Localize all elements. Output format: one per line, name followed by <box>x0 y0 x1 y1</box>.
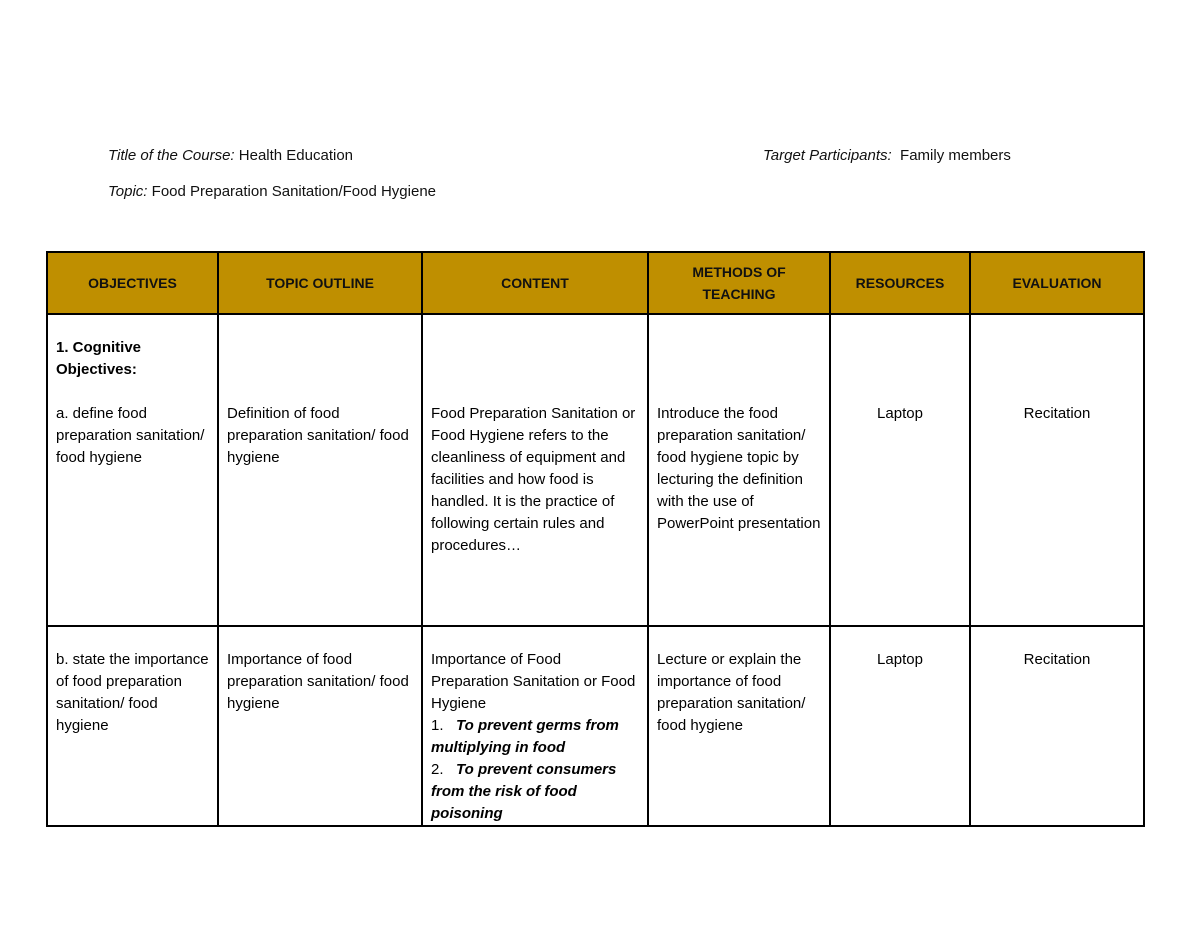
content-cell <box>422 314 648 626</box>
table-header-row <box>47 252 1144 314</box>
target-participants-value: Family members <box>900 147 1011 164</box>
method-cell <box>648 626 830 826</box>
lesson-plan-table <box>46 251 1145 827</box>
column-header-content: CONTENT <box>422 252 648 314</box>
topic-outline-text: Importance of food preparation sanitation/ food hygiene <box>227 651 409 712</box>
resources-cell <box>830 626 970 826</box>
topic-outline-cell <box>218 314 422 626</box>
column-header-resources: RESOURCES <box>830 252 970 314</box>
objective-cell <box>47 314 218 626</box>
table-row <box>47 626 1144 826</box>
course-title-label: Title of the Course: <box>108 147 235 164</box>
column-header-methods-text: METHODS OF TEACHING <box>692 264 786 302</box>
column-header-topic-outline: TOPIC OUTLINE <box>218 252 422 314</box>
topic-value: Food Preparation Sanitation/Food Hygiene <box>151 183 437 200</box>
content-list-text: To prevent germs from multiplying in food <box>431 717 619 756</box>
section-heading: 1. Cognitive Objectives: <box>56 339 142 378</box>
content-text: Importance of Food Preparation Sanitation or Food Hygiene <box>431 651 636 712</box>
evaluation-text: Recitation <box>1023 651 1091 668</box>
topic-outline-cell <box>218 626 422 826</box>
content-cell <box>422 626 648 826</box>
content-list-number: 1. <box>431 717 444 734</box>
topic-outline-text: Definition of food preparation sanitation/ food hygiene <box>227 405 409 466</box>
course-title-value: Health Education <box>238 147 354 164</box>
evaluation-cell <box>970 626 1144 826</box>
resources-text: Laptop <box>877 651 923 668</box>
resources-cell <box>830 314 970 626</box>
objective-text: a. define food preparation sanitation/ food hygiene <box>56 405 205 466</box>
evaluation-text: Recitation <box>1023 405 1091 422</box>
column-header-objectives: OBJECTIVES <box>47 252 218 314</box>
method-cell <box>648 314 830 626</box>
resources-text: Laptop <box>877 405 923 422</box>
method-text: Lecture or explain the importance of food preparation sanitation/ food hygiene <box>657 651 806 734</box>
method-text: Introduce the food preparation sanitation/ food hygiene topic by lecturing the definition with the use of PowerPoint presentation <box>657 405 821 532</box>
content-list-number: 2. <box>431 761 444 778</box>
content-list-text: To prevent consumers from the risk of food poisoning <box>431 761 617 822</box>
column-header-methods <box>648 252 830 314</box>
topic-line <box>108 182 436 202</box>
course-title-line <box>108 146 353 166</box>
target-participants-label: Target Participants: <box>763 147 892 164</box>
table-row <box>47 314 1144 626</box>
column-header-evaluation: EVALUATION <box>970 252 1144 314</box>
content-list-item <box>431 759 639 825</box>
evaluation-cell <box>970 314 1144 626</box>
topic-label: Topic: <box>108 183 148 200</box>
content-text: Food Preparation Sanitation or Food Hygiene refers to the cleanliness of equipment and facilities and how food is handled. It is the practice of following certain rules and procedures… <box>431 405 636 554</box>
target-participants-line <box>763 146 1011 166</box>
objective-cell <box>47 626 218 826</box>
content-list-item <box>431 715 639 759</box>
objective-text: b. state the importance of food preparation sanitation/ food hygiene <box>56 651 209 734</box>
